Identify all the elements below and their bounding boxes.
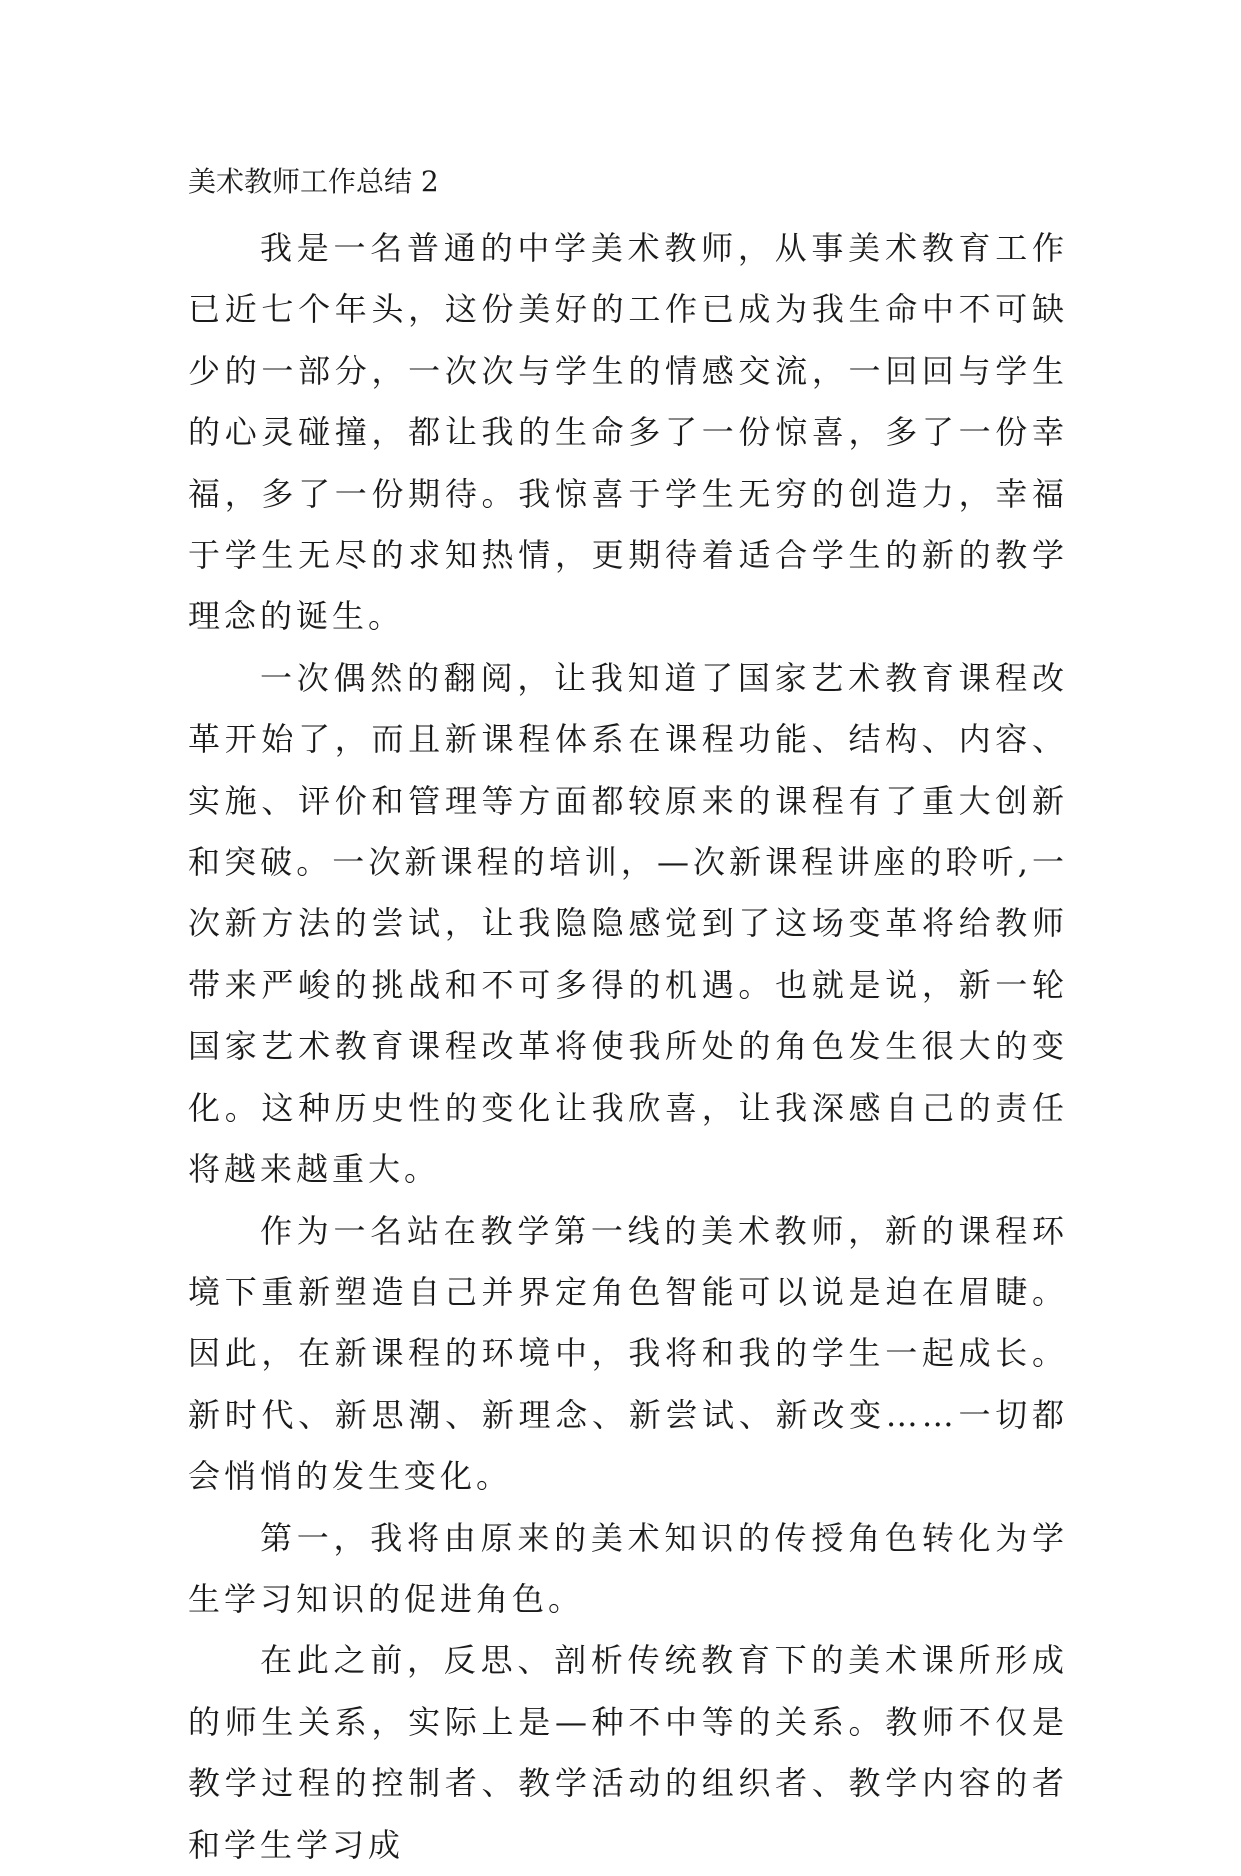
paragraph-1: 我是一名普通的中学美术教师，从事美术教育工作已近七个年头，这份美好的工作已成为我生命中不可缺少的一部分，一次次与学生的情感交流，一回回与学生的心灵碰撞，都让我的生命多了一份惊喜，多了一份幸福，多了一份期待。我惊喜于学生无穷的创造力，幸福于学生无尽的求知热情，更期待着适合学生的新的教学理念的诞生。 bbox=[188, 229, 1068, 636]
paragraph-5: 在此之前，反思、剖析传统教育下的美术课所形成的师生关系，实际上是—种不中等的关系。教师不仅是教学过程的控制者、教学活动的组织者、教学内容的者和学生学习成 bbox=[188, 1641, 1068, 1864]
paragraph-4: 第一，我将由原来的美术知识的传授角色转化为学生学习知识的促进角色。 bbox=[188, 1518, 1068, 1618]
document-title: 美术教师工作总结 2 bbox=[188, 165, 439, 198]
document-body bbox=[188, 160, 1068, 1876]
paragraph-3: 作为一名站在教学第一线的美术教师，新的课程环境下重新塑造自己并界定角色智能可以说是迫在眉睫。因此，在新课程的环境中，我将和我的学生一起成长。新时代、新思潮、新理念、新尝试、新改变……一切都会悄悄的发生变化。 bbox=[188, 1211, 1068, 1496]
paragraph-2: 一次偶然的翻阅，让我知道了国家艺术教育课程改革开始了，而且新课程体系在课程功能、结构、内容、实施、评价和管理等方面都较原来的课程有了重大创新和突破。一次新课程的培训，—次新课程讲座的聆听,一次新方法的尝试，让我隐隐感觉到了这场变革将给教师带来严峻的挑战和不可多得的机遇。也就是说，新一轮国家艺术教育课程改革将使我所处的角色发生很大的变化。这种历史性的变化让我欣喜，让我深感自己的责任将越来越重大。 bbox=[188, 658, 1068, 1189]
